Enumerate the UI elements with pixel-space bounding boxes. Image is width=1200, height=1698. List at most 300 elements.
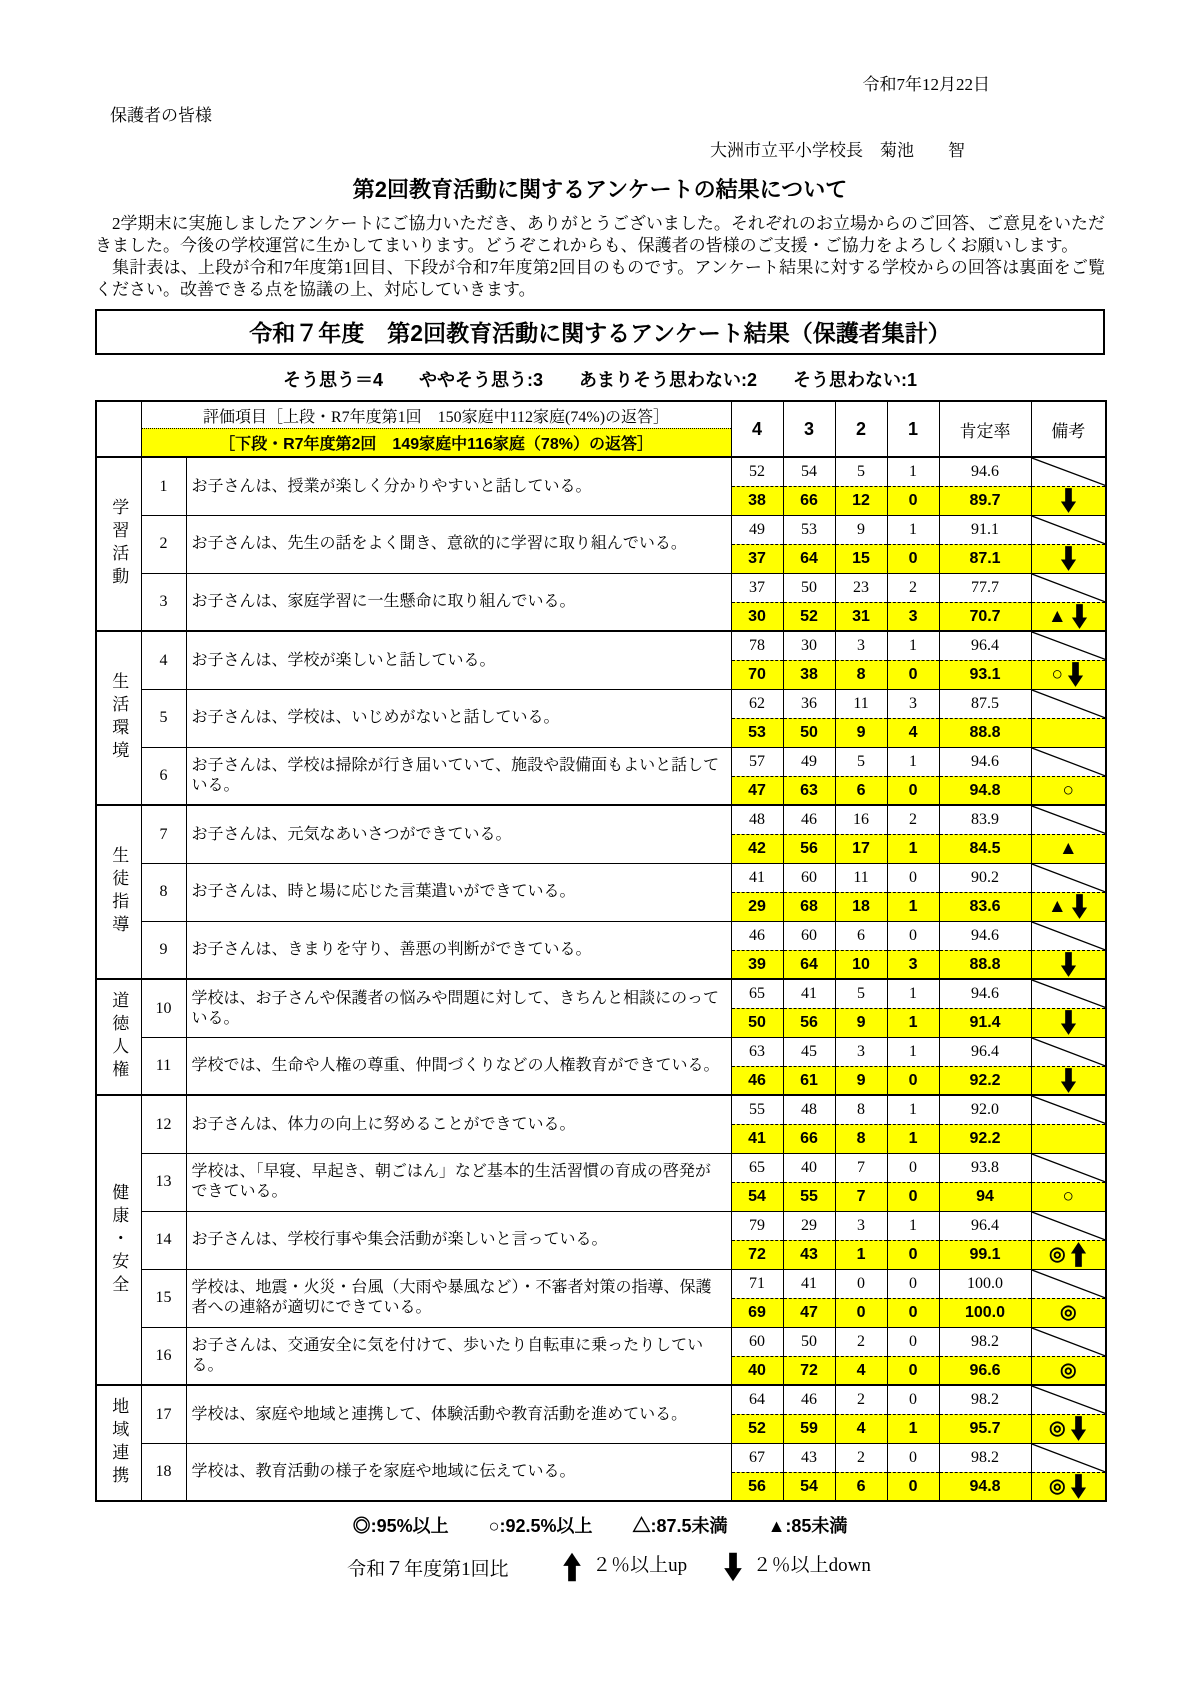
count-second-2: 6 — [835, 1472, 887, 1501]
positive-rate-second: 95.7 — [939, 1414, 1031, 1443]
item-number: 4 — [141, 631, 186, 689]
count-second-3: 68 — [783, 892, 835, 921]
count-second-2: 18 — [835, 892, 887, 921]
count-second-4: 46 — [731, 1066, 783, 1095]
na-slash-icon — [1032, 1270, 1106, 1298]
count-first-4: 63 — [731, 1037, 783, 1066]
document-date: 令和7年12月22日 — [862, 75, 990, 94]
remark-second — [1031, 1298, 1106, 1327]
count-first-1: 0 — [887, 1153, 939, 1182]
count-second-4: 72 — [731, 1240, 783, 1269]
count-second-1: 1 — [887, 1414, 939, 1443]
remark-second — [1031, 602, 1106, 631]
count-second-4: 69 — [731, 1298, 783, 1327]
count-first-4: 57 — [731, 747, 783, 776]
positive-rate-second: 84.5 — [939, 834, 1031, 863]
category-label: 生活環境 — [96, 631, 141, 805]
remark-first-na — [1031, 1327, 1106, 1356]
remark-first-na — [1031, 631, 1106, 660]
comparison-down-text: ２％以上down — [752, 1555, 871, 1577]
count-first-3: 53 — [783, 515, 835, 544]
remark-first-na — [1031, 805, 1106, 834]
count-first-2: 3 — [835, 1037, 887, 1066]
count-first-3: 40 — [783, 1153, 835, 1182]
remark-first-na — [1031, 863, 1106, 892]
remark-first-na — [1031, 515, 1106, 544]
positive-rate-second: 87.1 — [939, 544, 1031, 573]
count-first-2: 3 — [835, 631, 887, 660]
header-first-survey-note: 評価項目［上段・R7年度第1回 150家庭中112家庭(74%)の返答］ — [202, 409, 670, 427]
page-title: 第2回教育活動に関するアンケートの結果について — [352, 177, 848, 202]
na-slash-icon — [1032, 980, 1106, 1008]
question-text: 学校は、家庭や地域と連携して、体験活動や教育活動を進めている。 — [186, 1385, 731, 1443]
item-row-first-survey — [96, 1037, 1106, 1066]
item-number: 11 — [141, 1037, 186, 1095]
count-first-1: 0 — [887, 1385, 939, 1414]
double-circle-icon: ◎ — [1059, 1302, 1077, 1324]
count-first-3: 49 — [783, 747, 835, 776]
count-second-2: 12 — [835, 486, 887, 515]
category-label: 地域連携 — [96, 1385, 141, 1501]
positive-rate-second: 92.2 — [939, 1066, 1031, 1095]
question-text: お子さんは、きまりを守り、善悪の判断ができている。 — [186, 921, 731, 979]
count-first-3: 30 — [783, 631, 835, 660]
count-second-1: 0 — [887, 1472, 939, 1501]
na-slash-icon — [1032, 922, 1106, 950]
sender-line: 大洲市立平小学校長 菊池 智 — [710, 141, 965, 160]
positive-rate-first: 98.2 — [939, 1443, 1031, 1472]
item-number: 15 — [141, 1269, 186, 1327]
count-second-2: 8 — [835, 1124, 887, 1153]
rating-scale-line: そう思う＝4 ややそう思う:3 あまりそう思わない:2 そう思わない:1 — [282, 370, 918, 391]
item-row-first-survey — [96, 1443, 1106, 1472]
count-second-4: 53 — [731, 718, 783, 747]
count-first-4: 52 — [731, 457, 783, 486]
remark-second — [1031, 834, 1106, 863]
count-second-1: 0 — [887, 660, 939, 689]
count-second-2: 4 — [835, 1414, 887, 1443]
count-second-2: 1 — [835, 1240, 887, 1269]
question-text: お子さんは、授業が楽しく分かりやすいと話している。 — [186, 457, 731, 515]
positive-rate-second: 83.6 — [939, 892, 1031, 921]
remark-second — [1031, 950, 1106, 979]
count-second-3: 59 — [783, 1414, 835, 1443]
down-arrow-icon — [1070, 894, 1089, 919]
remark-second — [1031, 1356, 1106, 1385]
count-second-4: 38 — [731, 486, 783, 515]
remark-first-na — [1031, 921, 1106, 950]
count-first-2: 9 — [835, 515, 887, 544]
count-first-1: 0 — [887, 1443, 939, 1472]
remark-second — [1031, 1008, 1106, 1037]
count-first-3: 46 — [783, 805, 835, 834]
count-second-2: 15 — [835, 544, 887, 573]
survey-table-body — [96, 457, 1106, 1501]
item-row-first-survey — [96, 805, 1106, 834]
item-row-first-survey — [96, 1327, 1106, 1356]
na-slash-icon — [1032, 516, 1106, 544]
count-first-1: 1 — [887, 457, 939, 486]
question-text: お子さんは、家庭学習に一生懸命に取り組んでいる。 — [186, 573, 731, 631]
positive-rate-first: 90.2 — [939, 863, 1031, 892]
count-second-3: 56 — [783, 834, 835, 863]
count-second-4: 50 — [731, 1008, 783, 1037]
count-first-3: 43 — [783, 1443, 835, 1472]
count-first-1: 1 — [887, 1037, 939, 1066]
count-second-1: 1 — [887, 1008, 939, 1037]
question-text: お子さんは、学校が楽しいと話している。 — [186, 631, 731, 689]
item-row-first-survey — [96, 573, 1106, 602]
down-arrow-icon — [1066, 662, 1085, 687]
double-circle-icon: ◎ — [1048, 1418, 1066, 1440]
count-second-4: 29 — [731, 892, 783, 921]
count-first-2: 2 — [835, 1385, 887, 1414]
count-second-2: 17 — [835, 834, 887, 863]
positive-rate-first: 96.4 — [939, 1037, 1031, 1066]
count-second-3: 61 — [783, 1066, 835, 1095]
up-arrow-icon — [561, 1552, 583, 1582]
circle-icon: ○ — [1062, 780, 1074, 802]
count-first-1: 2 — [887, 805, 939, 834]
double-circle-icon: ◎ — [1048, 1476, 1066, 1498]
remark-first-na — [1031, 979, 1106, 1008]
count-first-4: 65 — [731, 979, 783, 1008]
down-arrow-icon — [1059, 1010, 1078, 1035]
paragraph-table-note: 集計表は、上段が令和7年度第1回目、下段が令和7年度第2回目のものです。アンケート結果に対する学校からの回答は裏面をご覧ください。改善できる点を協議の上、対応していきます。 — [95, 258, 1105, 300]
down-arrow-icon — [722, 1552, 744, 1582]
remark-second — [1031, 1240, 1106, 1269]
positive-rate-second: 96.6 — [939, 1356, 1031, 1385]
count-second-3: 55 — [783, 1182, 835, 1211]
item-row-first-survey — [96, 979, 1106, 1008]
question-text: 学校は、教育活動の様子を家庭や地域に伝えている。 — [186, 1443, 731, 1501]
count-second-1: 3 — [887, 950, 939, 979]
count-first-2: 6 — [835, 921, 887, 950]
count-first-3: 41 — [783, 979, 835, 1008]
count-second-3: 38 — [783, 660, 835, 689]
item-row-first-survey — [96, 1269, 1106, 1298]
remark-second — [1031, 486, 1106, 515]
remark-first-na — [1031, 457, 1106, 486]
item-number: 13 — [141, 1153, 186, 1211]
count-first-2: 0 — [835, 1269, 887, 1298]
filled-triangle-icon: ▲ — [1047, 606, 1067, 628]
count-second-2: 6 — [835, 776, 887, 805]
count-first-1: 2 — [887, 573, 939, 602]
count-first-3: 41 — [783, 1269, 835, 1298]
count-first-3: 46 — [783, 1385, 835, 1414]
count-first-3: 60 — [783, 863, 835, 892]
header-eval-items-cell — [141, 401, 731, 457]
item-row-first-survey — [96, 747, 1106, 776]
count-first-2: 11 — [835, 863, 887, 892]
count-first-2: 5 — [835, 979, 887, 1008]
count-first-4: 67 — [731, 1443, 783, 1472]
remark-first-na — [1031, 689, 1106, 718]
count-second-4: 30 — [731, 602, 783, 631]
double-circle-icon: ◎ — [1048, 1244, 1066, 1266]
legend-item-double-circle: ◎:95%以上 — [352, 1516, 449, 1537]
item-row-first-survey — [96, 1385, 1106, 1414]
count-first-1: 0 — [887, 1269, 939, 1298]
count-second-3: 56 — [783, 1008, 835, 1037]
count-first-4: 55 — [731, 1095, 783, 1124]
count-first-4: 49 — [731, 515, 783, 544]
count-second-2: 10 — [835, 950, 887, 979]
header-col-3: 3 — [783, 401, 835, 457]
item-number: 6 — [141, 747, 186, 805]
count-second-1: 1 — [887, 1124, 939, 1153]
positive-rate-first: 94.6 — [939, 979, 1031, 1008]
positive-rate-first: 94.6 — [939, 747, 1031, 776]
na-slash-icon — [1032, 1154, 1106, 1182]
remark-second — [1031, 1066, 1106, 1095]
question-text: 学校では、生命や人権の尊重、仲間づくりなどの人権教育ができている。 — [186, 1037, 731, 1095]
count-second-1: 0 — [887, 776, 939, 805]
item-number: 17 — [141, 1385, 186, 1443]
remark-second — [1031, 1124, 1106, 1153]
na-slash-icon — [1032, 574, 1106, 602]
category-label: 道徳人権 — [96, 979, 141, 1095]
salutation: 保護者の皆様 — [110, 106, 212, 125]
positive-rate-first: 96.4 — [939, 1211, 1031, 1240]
header-col-2: 2 — [835, 401, 887, 457]
down-arrow-icon — [1069, 1416, 1088, 1441]
count-second-2: 9 — [835, 1008, 887, 1037]
symbol-legend — [95, 1512, 1105, 1538]
count-second-4: 56 — [731, 1472, 783, 1501]
remark-first-na — [1031, 1037, 1106, 1066]
count-second-1: 0 — [887, 1182, 939, 1211]
header-corner-cell — [96, 401, 141, 457]
na-slash-icon — [1032, 864, 1106, 892]
count-first-2: 2 — [835, 1327, 887, 1356]
count-second-3: 52 — [783, 602, 835, 631]
count-second-3: 50 — [783, 718, 835, 747]
positive-rate-first: 93.8 — [939, 1153, 1031, 1182]
count-first-3: 60 — [783, 921, 835, 950]
positive-rate-first: 94.6 — [939, 921, 1031, 950]
positive-rate-second: 70.7 — [939, 602, 1031, 631]
remark-first-na — [1031, 1385, 1106, 1414]
remark-first-na — [1031, 1211, 1106, 1240]
double-circle-icon: ◎ — [1059, 1360, 1077, 1382]
count-second-4: 47 — [731, 776, 783, 805]
positive-rate-second: 91.4 — [939, 1008, 1031, 1037]
down-arrow-icon — [1059, 1068, 1078, 1093]
item-number: 16 — [141, 1327, 186, 1385]
comparison-label: 令和７年度第1回比 — [347, 1558, 509, 1580]
results-banner: 令和７年度 第2回教育活動に関するアンケート結果（保護者集計） — [95, 309, 1105, 355]
question-text: 学校は、お子さんや保護者の悩みや問題に対して、きちんと相談にのっている。 — [186, 979, 731, 1037]
na-slash-icon — [1032, 806, 1106, 834]
item-row-first-survey — [96, 1211, 1106, 1240]
count-second-2: 9 — [835, 1066, 887, 1095]
remark-second — [1031, 1472, 1106, 1501]
filled-triangle-icon: ▲ — [1058, 838, 1078, 860]
positive-rate-first: 100.0 — [939, 1269, 1031, 1298]
count-second-4: 52 — [731, 1414, 783, 1443]
count-first-2: 3 — [835, 1211, 887, 1240]
legend-item-filled-triangle: ▲:85未満 — [767, 1516, 848, 1537]
count-first-2: 5 — [835, 747, 887, 776]
count-first-2: 7 — [835, 1153, 887, 1182]
count-second-3: 66 — [783, 486, 835, 515]
item-row-first-survey — [96, 689, 1106, 718]
count-second-1: 0 — [887, 1066, 939, 1095]
count-first-3: 50 — [783, 1327, 835, 1356]
count-second-4: 39 — [731, 950, 783, 979]
count-second-1: 0 — [887, 1356, 939, 1385]
question-text: お子さんは、学校は、いじめがないと話している。 — [186, 689, 731, 747]
question-text: お子さんは、先生の話をよく聞き、意欲的に学習に取り組んでいる。 — [186, 515, 731, 573]
positive-rate-second: 99.1 — [939, 1240, 1031, 1269]
down-arrow-icon — [1059, 952, 1078, 977]
positive-rate-second: 92.2 — [939, 1124, 1031, 1153]
positive-rate-first: 91.1 — [939, 515, 1031, 544]
question-text: お子さんは、体力の向上に努めることができている。 — [186, 1095, 731, 1153]
header-col-1: 1 — [887, 401, 939, 457]
remark-first-na — [1031, 1095, 1106, 1124]
item-number: 3 — [141, 573, 186, 631]
category-label: 健康・安全 — [96, 1095, 141, 1385]
positive-rate-second: 89.7 — [939, 486, 1031, 515]
positive-rate-first: 98.2 — [939, 1327, 1031, 1356]
down-arrow-icon — [1070, 604, 1089, 629]
count-second-2: 0 — [835, 1298, 887, 1327]
question-text: お子さんは、学校は掃除が行き届いていて、施設や設備面もよいと話している。 — [186, 747, 731, 805]
count-first-1: 0 — [887, 1327, 939, 1356]
count-second-4: 54 — [731, 1182, 783, 1211]
count-first-1: 1 — [887, 1095, 939, 1124]
header-second-survey-note: ［下段・R7年度第2回 149家庭中116家庭（78%）の返答］ — [142, 428, 731, 456]
count-second-1: 0 — [887, 1240, 939, 1269]
paragraph-thanks: 2学期末に実施しましたアンケートにご協力いただき、ありがとうございました。それぞれのお立場からのご回答、ご意見をいただきました。今後の学校運営に生かしてまいります。どうぞこれからも、保護者の皆様のご支援・ご協力をよろしくお願いします。 — [95, 214, 1105, 256]
count-first-2: 2 — [835, 1443, 887, 1472]
remark-first-na — [1031, 573, 1106, 602]
survey-results-table — [95, 400, 1107, 1502]
count-second-4: 42 — [731, 834, 783, 863]
down-arrow-icon — [1059, 488, 1078, 513]
count-first-3: 50 — [783, 573, 835, 602]
legend-item-circle: ○:92.5%以上 — [488, 1516, 593, 1537]
na-slash-icon — [1032, 748, 1106, 776]
na-slash-icon — [1032, 1038, 1106, 1066]
positive-rate-second: 94.8 — [939, 776, 1031, 805]
count-second-2: 9 — [835, 718, 887, 747]
circle-icon: ○ — [1051, 664, 1063, 686]
down-arrow-icon — [1059, 546, 1078, 571]
item-row-first-survey — [96, 457, 1106, 486]
up-arrow-icon — [1069, 1242, 1088, 1267]
count-first-2: 5 — [835, 457, 887, 486]
remark-second — [1031, 1414, 1106, 1443]
filled-triangle-icon: ▲ — [1047, 896, 1067, 918]
count-second-1: 0 — [887, 1298, 939, 1327]
count-first-2: 23 — [835, 573, 887, 602]
remark-first-na — [1031, 1443, 1106, 1472]
count-second-3: 54 — [783, 1472, 835, 1501]
count-first-1: 0 — [887, 863, 939, 892]
count-first-1: 3 — [887, 689, 939, 718]
positive-rate-second: 94 — [939, 1182, 1031, 1211]
count-second-3: 43 — [783, 1240, 835, 1269]
item-number: 9 — [141, 921, 186, 979]
positive-rate-first: 83.9 — [939, 805, 1031, 834]
question-text: お子さんは、元気なあいさつができている。 — [186, 805, 731, 863]
positive-rate-first: 98.2 — [939, 1385, 1031, 1414]
category-label: 学習活動 — [96, 457, 141, 631]
item-number: 2 — [141, 515, 186, 573]
legend-item-triangle: △:87.5未満 — [632, 1516, 728, 1537]
remark-second — [1031, 1182, 1106, 1211]
question-text: お子さんは、学校行事や集会活動が楽しいと言っている。 — [186, 1211, 731, 1269]
item-row-first-survey — [96, 1153, 1106, 1182]
count-first-1: 1 — [887, 979, 939, 1008]
item-number: 10 — [141, 979, 186, 1037]
count-first-4: 41 — [731, 863, 783, 892]
count-first-4: 62 — [731, 689, 783, 718]
positive-rate-first: 96.4 — [939, 631, 1031, 660]
count-second-2: 4 — [835, 1356, 887, 1385]
item-number: 8 — [141, 863, 186, 921]
count-first-2: 11 — [835, 689, 887, 718]
item-row-first-survey — [96, 921, 1106, 950]
count-second-2: 7 — [835, 1182, 887, 1211]
header-col-remarks: 備考 — [1031, 401, 1106, 457]
count-first-1: 1 — [887, 631, 939, 660]
question-text: 学校は、「早寝、早起き、朝ごはん」など基本的生活習慣の育成の啓発ができている。 — [186, 1153, 731, 1211]
na-slash-icon — [1032, 1444, 1106, 1472]
count-second-4: 37 — [731, 544, 783, 573]
positive-rate-second: 88.8 — [939, 950, 1031, 979]
count-second-2: 31 — [835, 602, 887, 631]
count-first-2: 16 — [835, 805, 887, 834]
count-first-4: 71 — [731, 1269, 783, 1298]
item-number: 1 — [141, 457, 186, 515]
item-number: 18 — [141, 1443, 186, 1501]
count-first-3: 36 — [783, 689, 835, 718]
positive-rate-second: 94.8 — [939, 1472, 1031, 1501]
count-first-3: 29 — [783, 1211, 835, 1240]
item-row-first-survey — [96, 515, 1106, 544]
positive-rate-second: 93.1 — [939, 660, 1031, 689]
question-text: 学校は、地震・火災・台風（大雨や暴風など）・不審者対策の指導、保護者への連絡が適切にできている。 — [186, 1269, 731, 1327]
count-second-2: 8 — [835, 660, 887, 689]
count-first-4: 37 — [731, 573, 783, 602]
count-second-1: 0 — [887, 544, 939, 573]
header-col-4: 4 — [731, 401, 783, 457]
remark-first-na — [1031, 747, 1106, 776]
na-slash-icon — [1032, 690, 1106, 718]
count-first-4: 78 — [731, 631, 783, 660]
count-second-3: 66 — [783, 1124, 835, 1153]
remark-second — [1031, 660, 1106, 689]
count-second-3: 63 — [783, 776, 835, 805]
positive-rate-first: 87.5 — [939, 689, 1031, 718]
item-row-first-survey — [96, 631, 1106, 660]
remark-first-na — [1031, 1269, 1106, 1298]
item-number: 14 — [141, 1211, 186, 1269]
question-text: お子さんは、時と場に応じた言葉遣いができている。 — [186, 863, 731, 921]
count-second-4: 40 — [731, 1356, 783, 1385]
count-first-1: 1 — [887, 515, 939, 544]
na-slash-icon — [1032, 1386, 1106, 1414]
count-second-1: 3 — [887, 602, 939, 631]
count-first-4: 46 — [731, 921, 783, 950]
comparison-legend — [95, 1550, 1105, 1582]
item-number: 7 — [141, 805, 186, 863]
